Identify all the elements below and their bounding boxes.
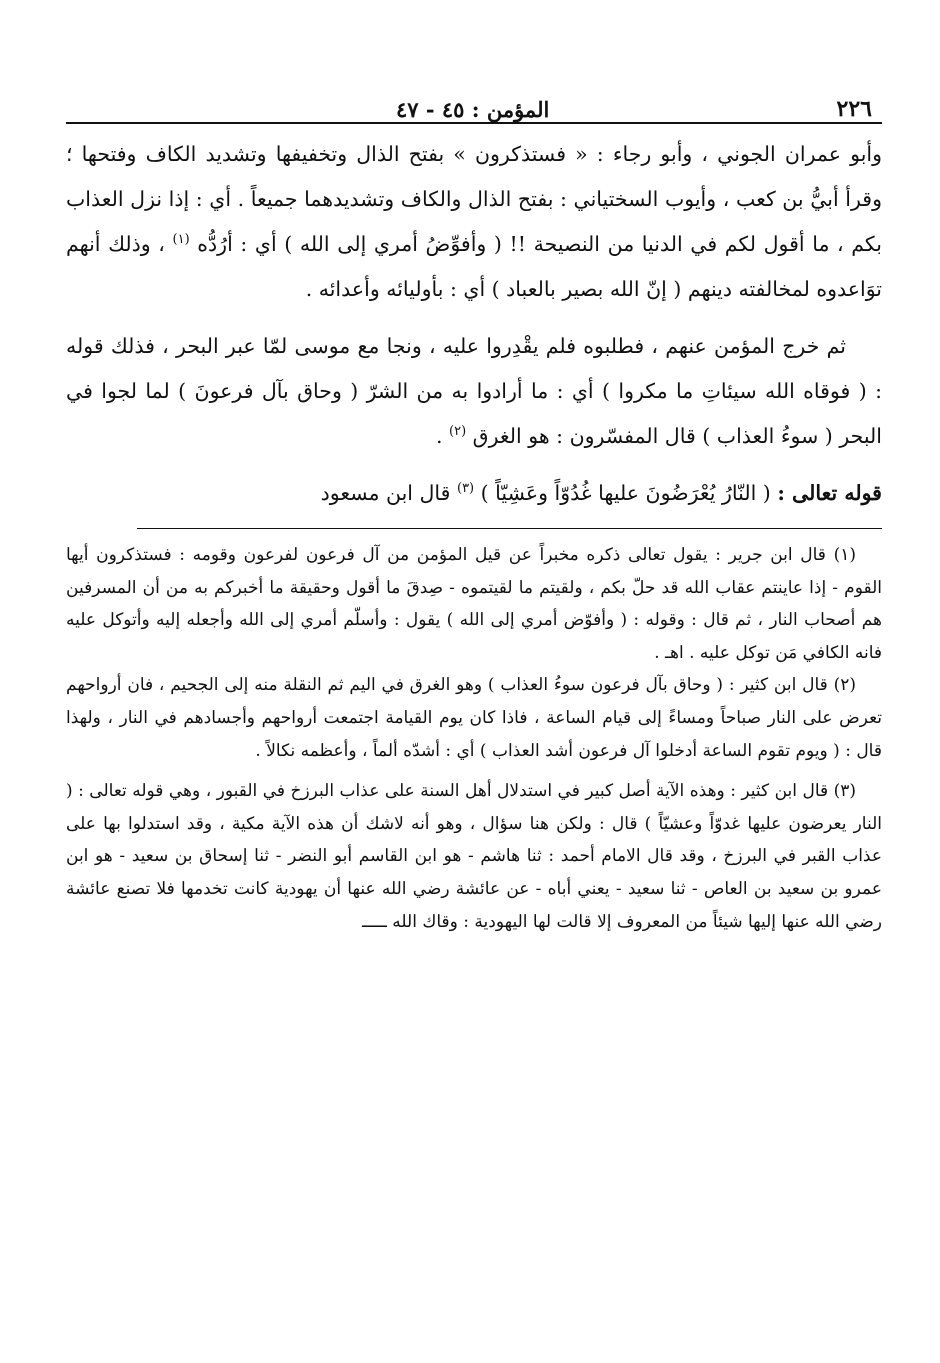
paragraph-text: وأبو عمران الجوني ، وأبو رجاء : « فستذكرون » بفتح الذال وتخفيفها وتشديد الكاف وفتحها ؛ وقرأ أبيُّ بن كعب ، وأيوب السختياني : بفتح الذال والكاف وتشديدهما جميعاً . أي : إذا نزل العذاب بكم ، ما أقول لكم في الدنيا من النصيحة !! ( وأفوِّضُ أمري إلى الله ) أي : أرُدُّه	[66, 142, 882, 256]
main-text	[66, 132, 882, 516]
paragraph-text: .	[435, 424, 443, 448]
footnotes	[66, 539, 882, 938]
footnote: (٣) قال ابن كثير : وهذه الآية أصل كبير في استدلال أهل السنة على عذاب البرزخ في القبور ، وهي قوله تعالى : ( النار يعرضون عليها غدوّاً وعشيّاً ) قال : ولكن هنا سؤال ، وهو أنه لاشك أن هذه الآية مكية ، وقد استدلوا بها على عذاب القبر في البرزخ ، وقد قال الامام أحمد : ثنا هاشم - هو ابن القاسم أبو النضر - ثنا إسحاق بن سعيد - هو ابن عمرو بن سعيد بن العاص - ثنا سعيد - يعني أباه - عن عائشة رضي الله عنها أن يهودية كانت تخدمها فلا تصنع عائشة رضي الله عنها إليها شيئاً من المعروف إلا قالت لها اليهودية : وقاك الله ـــــ	[66, 781, 882, 932]
verse-lead: قوله تعالى :	[777, 481, 882, 505]
header-rule	[66, 122, 882, 124]
main-paragraph	[66, 132, 882, 312]
page-header	[66, 80, 882, 122]
verse-text: ( النّارُ يُعْرَضُونَ عليها غُدُوّاً وعَشِيّاً )	[480, 481, 771, 505]
footnotes-rule	[137, 528, 882, 529]
footnote: (٢) قال ابن كثير : ( وحاق بآل فرعون سوءُ العذاب ) وهو الغرق في اليم ثم النقلة منه إلى الجحيم ، فان أرواحهم تعرض على النار صباحاً ومساءً إلى قيام الساعة ، فاذا كان يوم القيامة اجتمعت أرواحهم وأجسادهم في النار ، ولهذا قال : ( ويوم تقوم الساعة أدخلوا آل فرعون أشد العذاب ) أي : أشدّه ألماً ، وأعظمه نكالاً .	[66, 675, 882, 761]
main-paragraph	[66, 324, 882, 459]
footnote: (١) قال ابن جرير : يقول تعالى ذكره مخبراً عن قيل المؤمن من آل فرعون لفرعون وقومه : فستذكرون أيها القوم - إذا عاينتم عقاب الله قد حلّ بكم ، ولقيتم ما لقيتموه - صِدقَ ما أقول وحقيقة ما أخبركم به من أن المسرفين هم أصحاب النار ، ثم قال : وقوله : ( وأفوّض أمري إلى الله ) يقول : وأسلّم أمري إلى الله وأجعله إليه وأتوكل عليه فانه الكافي مَن توكل عليه . اهـ .	[66, 545, 882, 663]
main-paragraph	[66, 471, 882, 516]
paragraph-text: ، وذلك أنهم توَاعدوه لمخالفته دينهم ( إنّ الله بصير بالعباد ) أي : بأوليائه وأعدائه .	[66, 232, 882, 301]
paragraph-text: قال ابن مسعود	[320, 481, 451, 505]
footnote-ref: (٢)	[449, 424, 467, 440]
footnote-ref: (١)	[172, 232, 190, 248]
paragraph-text: ثم خرج المؤمن عنهم ، فطلبوه فلم يقْدِروا عليه ، ونجا مع موسى لمّا عبر البحر ، فذلك قوله : ( فوقاه الله سيئاتِ ما مكروا ) أي : ما أرادوا به من الشرّ ( وحاق بآل فرعونَ ) لما لجوا في البحر ( سوءُ العذاب ) قال المفسّرون : هو الغرق	[66, 334, 882, 448]
running-title: المؤمن : ٤٥ - ٤٧	[396, 97, 550, 122]
footnote-ref: (٣)	[456, 481, 475, 497]
page-number: ٢٢٦	[836, 96, 872, 122]
